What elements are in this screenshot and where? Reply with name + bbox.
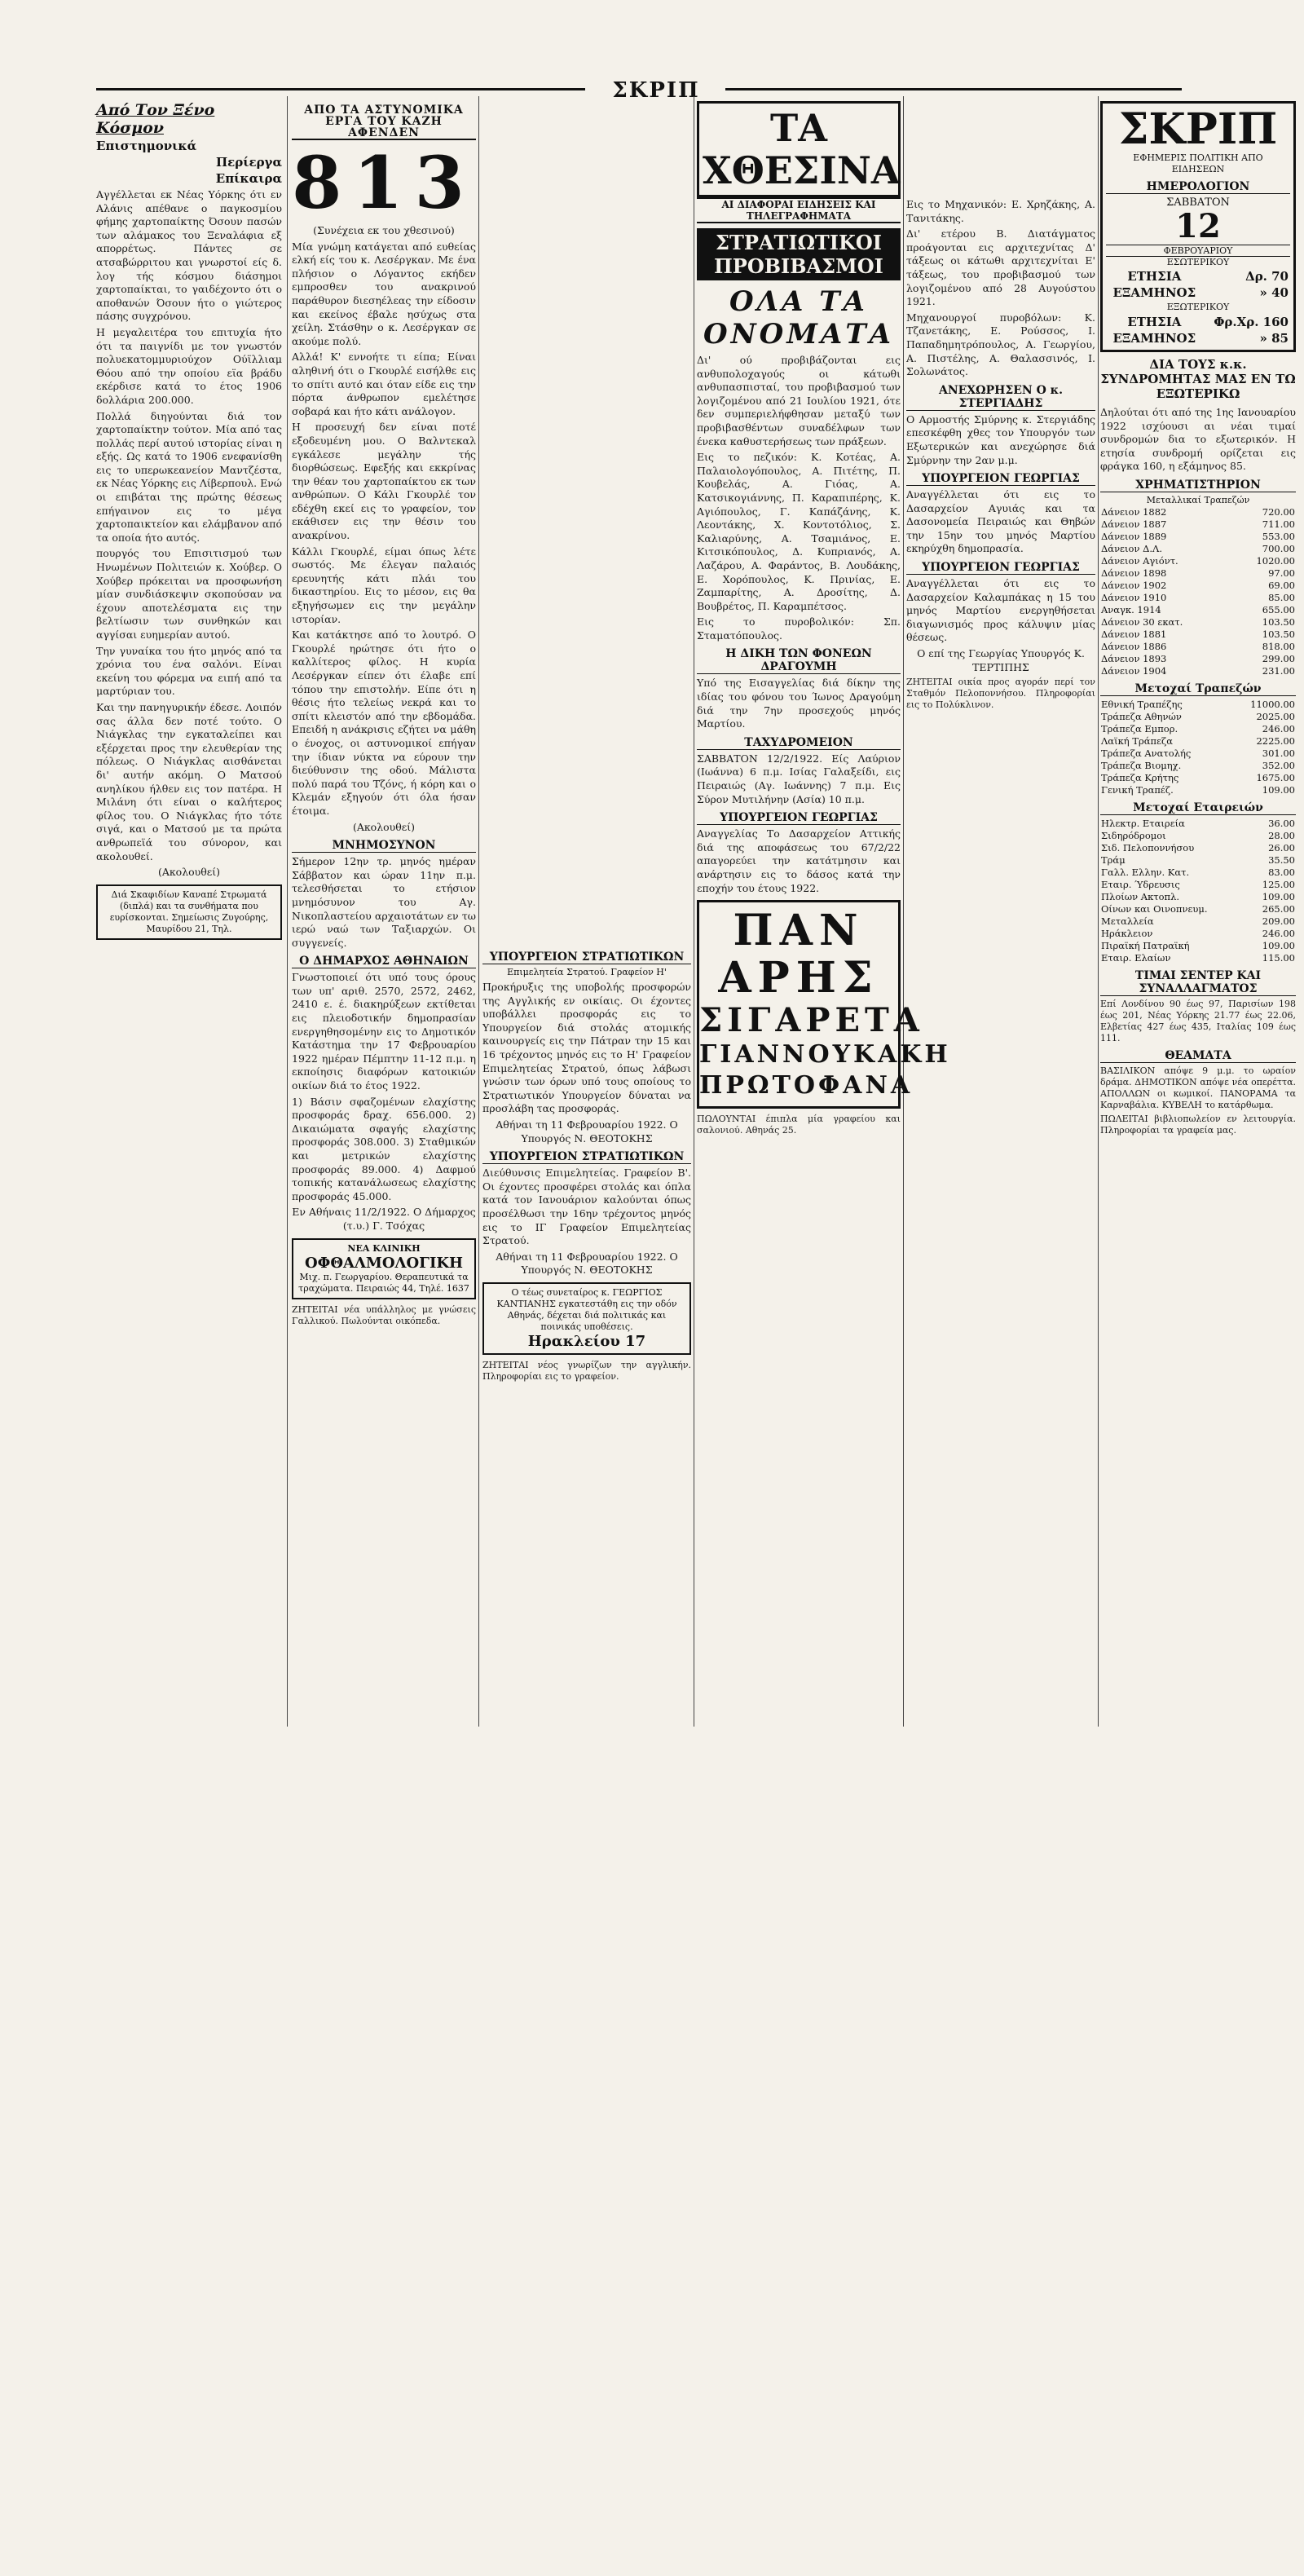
row-value: 125.00	[1262, 878, 1295, 890]
column-ministry	[482, 946, 691, 2576]
subs-price: » 85	[1259, 331, 1289, 346]
table-row	[1100, 580, 1296, 592]
article-paragraph: Η μεγαλειτέρα του επιτυχία ήτο ότι τα παιγνίδι με τον γνωστόν πολυεκατομμυριούχον Ούϊλλιαμ Θόου από την οποίου εϊα βράδυ εκέρδισε κατά το έτος 1906 δολλάρια 200.000.	[96, 325, 282, 406]
column-divider	[903, 96, 904, 1727]
row-value: 35.50	[1268, 854, 1295, 866]
row-value: 109.00	[1262, 783, 1295, 796]
table-row	[1100, 784, 1296, 796]
lawyer-ad-address: Ηρακλείου 17	[527, 1332, 646, 1350]
row-value: 209.00	[1262, 915, 1295, 927]
row-value: 246.00	[1262, 722, 1295, 734]
row-label: Εθνική Τραπέζης	[1101, 698, 1183, 710]
table-row	[1100, 567, 1296, 580]
row-value: 103.50	[1262, 628, 1295, 640]
row-label: Λαϊκή Τράπεζα	[1101, 734, 1174, 747]
row-label: Γαλλ. Ελλην. Κατ.	[1101, 866, 1190, 878]
table-row	[1100, 629, 1296, 641]
row-value: 711.00	[1262, 518, 1295, 530]
table-row	[1100, 653, 1296, 665]
clinic-ad-title: ΝΕΑ ΚΛΙΝΙΚΗ	[347, 1242, 421, 1254]
row-value: 655.00	[1262, 603, 1295, 615]
subsection-title: Περίεργα	[215, 155, 282, 170]
news-banner-subtitle: ΑΙ ΔΙΑΦΟΡΑΙ ΕΙΔΗΣΕΙΣ ΚΑΙ ΤΗΛΕΓΡΑΦΗΜΑΤΑ	[697, 197, 901, 223]
row-value: 1020.00	[1256, 554, 1295, 567]
section-title: Από Τον Ξένο Κόσμον	[96, 101, 215, 137]
bourse-table	[1100, 506, 1296, 677]
masthead-title: ΣΚΡΙΠ	[612, 78, 700, 103]
row-label: Τράπεζα Ανατολής	[1101, 747, 1192, 759]
subs-price: Δρ. 70	[1245, 269, 1289, 284]
theatre-title: ΘΕΑΜΑΤΑ	[1100, 1049, 1296, 1063]
abroad-notice-title: ΔΙΑ ΤΟΥΣ κ.κ. ΣΥΝΔΡΟΜΗΤΑΣ ΜΑΣ ΕΝ ΤΩ ΕΞΩΤΕΡΙΚΩ	[1100, 357, 1296, 401]
article-paragraph: Ο Αρμοστής Σμύρνης κ. Στεργιάδης επεσκέφθη χθες τον Υπουργόν των Εξωτερικών και ανεχώρησε διά Σμύρνην την 2αν μ.μ.	[906, 412, 1095, 466]
article-paragraph: Μηχανουργοί πυροβόλων: Κ. Τζανετάκης, Ε. Ρούσσος, Ι. Παπαδημητρόπουλος, Α. Γεωργίου, Α. Πιστέλης, Α. Θαλασσινός, Ι. Σολωνάτος.	[906, 311, 1095, 378]
article-paragraph: Την γυναίκα του ήτο μηνός από τα χρόνια του ένα σαλόνι. Είναι εκείνη του φόρεμα να ειπή από τα μαρτύριαν του.	[96, 644, 282, 698]
row-value: 1675.00	[1256, 771, 1295, 783]
row-label: Δάνειον 1898	[1101, 567, 1167, 579]
table-row	[1100, 842, 1296, 854]
table-row	[1100, 748, 1296, 760]
table-row	[1100, 711, 1296, 723]
table-row	[1100, 952, 1296, 964]
row-value: 246.00	[1262, 927, 1295, 939]
cigarette-ad-word: ΠΑΝ	[733, 906, 865, 956]
paper-subtitle: ΕΦΗΜΕΡΙΣ ΠΟΛΙΤΙΚΗ ΑΠΟ ΕΙΔΗΣΕΩΝ	[1133, 152, 1263, 174]
lawyer-ad	[482, 1282, 691, 1355]
notice-signature: Ο επί της Γεωργίας Υπουργός Κ. ΤΕΡΤΙΠΗΣ	[917, 647, 1085, 673]
row-label: Εταιρ. Ελαίων	[1101, 951, 1171, 964]
companies-title: Μετοχαί Εταιρειών	[1100, 801, 1296, 815]
classified-ad: ΠΩΛΕΙΤΑΙ βιβλιοπωλείον εν λειτουργία. Πληροφορίαι τα γραφεία μας.	[1100, 1113, 1296, 1136]
row-label: Δάνειον 1881	[1101, 628, 1167, 640]
notice-subtitle: Επιμελητεία Στρατού. Γραφείον Η'	[507, 967, 667, 977]
table-row	[1100, 735, 1296, 748]
subs-label: ΕΞΑΜΗΝΟΣ	[1112, 331, 1196, 346]
row-value: 109.00	[1262, 890, 1295, 902]
article-paragraph: Η προσευχή δεν είναι ποτέ εξοδευμένη μου. Ο Βαλντεκαλ εγκάλεσε μεγάλην τής διορθώσεως. Εφεξής και εκκρίνας την θέαν του χαρτοπαίκτου εκ των ανθρώπων. Ο Κάλι Γκουρλέ τον εδέχθη εκεί εις το γραφείον, τον εκάθισεν εις την θέσιν του ανακρίνου.	[292, 421, 476, 542]
row-label: Δάνειον 1893	[1101, 652, 1167, 664]
continued-note: (Ακολουθεί)	[352, 820, 416, 833]
row-label: Δάνειον Αγιόντ.	[1101, 554, 1178, 567]
notice-text: Γνωστοποιεί ότι υπό τους όρους των υπ' αριθ. 2570, 2572, 2462, 2410 ε. έ. διακηρύξεων εκτίθεται εις πλειοδοτικήν δημοπρασίαν ενεργηθησομένην εις το Δημοτικόν Κατάστημα την 17 Φεβρουαρίου 1922 ημέραν Πέμπτην 11-12 π.μ. η εκποίησις διαφόρων κατοικιών οικίων διά το έτος 1922.	[292, 971, 476, 1092]
masthead	[0, 78, 1304, 103]
row-label: Δάνειον Δ.Λ.	[1101, 542, 1163, 554]
banks-title: Μετοχαί Τραπεζών	[1100, 682, 1296, 696]
article-paragraph: Δι' ετέρου Β. Διατάγματος προάγονται εις αρχιτεχνίτας Δ' τάξεως οι κάτωθι αρχιτεχνίται Ε' τάξεως, του προβιβασμού των λογιζομένου από 28 Αυγούστου 1921.	[906, 227, 1095, 308]
table-row	[1100, 518, 1296, 531]
row-value: 83.00	[1268, 866, 1295, 878]
article-paragraph: Πολλά διηγούνται διά τον χαρτοπαίκτην τούτον. Μία από τας πολλάς περί αυτού ιστορίας είναι η εξής. Ως κατά το 1906 ενεφανίσθη εις το υπερωκεανείον Μαντζέστα, εκ Νέας Υόρκης εις Λίβερπουλ. Ενώ οι επιβάται της πρώτης θέσεως επήγαινον εις το μέγα χαρτοπαικτείον και ελάμβανον από τα οποία ήτο αυτός.	[96, 409, 282, 544]
banks-table	[1100, 699, 1296, 796]
row-label: Δάνειον 30 εκατ.	[1101, 615, 1183, 628]
article-paragraph: Μία γνώμη κατάγεται από ευθείας ελκή είς του κ. Λεσέργκαν. Με ένα πλήσιον ο Λόγαντος εκήδεν εμπροσθεν του ανακρινού παράθυρον διεσηέλεας την είδοσιν και εκείνος έβαλε ησύχως στα χείλη. Στάσθην ο κ. Λεσέργκαν σε ακούμε πολύ.	[292, 240, 476, 347]
notice-title: ΥΠΟΥΡΓΕΙΟΝ ΣΤΡΑΤΙΩΤΙΚΩΝ	[482, 1150, 691, 1164]
table-row	[1100, 867, 1296, 879]
cigarette-ad	[697, 900, 951, 1109]
row-label: Ηράκλειον	[1101, 927, 1153, 939]
table-row	[1100, 665, 1296, 677]
subscription-foreign: ΕΞΩΤΕΡΙΚΟΥ	[1166, 302, 1230, 312]
row-label: Δάνειον 1889	[1101, 530, 1167, 542]
rates-text: Επί Λονδίνου 90 έως 97, Παρισίων 198 έως 201, Νέας Υόρκης 21.77 έως 22.06, Ελβετίας 427 έως 435, Ιταλίας 109 έως 111.	[1100, 998, 1296, 1043]
clinic-ad	[292, 1238, 476, 1299]
classified-ad: Διά Σκαφιδίων Καναπέ Στρωματά (διπλά) και τα συνθήματα που ευρίσκονται. Σημείωσις Ζυγούρης, Μαυρίδου 21, Τηλ.	[96, 884, 282, 940]
calendar-date: 12	[1175, 207, 1221, 245]
table-row	[1100, 616, 1296, 629]
row-value: 36.00	[1268, 817, 1295, 829]
article-paragraph: Κάλλι Γκουρλέ, είμαι όπως λέτε σωστός. Με έλεγαν παλαιός ερευνητής κάτι πλάι του δικαστηρίου. Εις το μέσον, εις θα εξηγήσωμεν εις την μεγάλην ιστορίαν.	[292, 545, 476, 625]
paper-name: ΣΚΡΙΠ	[1118, 104, 1278, 154]
article-paragraph: ΣΑΒΒΑΤΟΝ 12/2/1922. Είς Λαύριον (Ιωάννα) 6 π.μ. Ισίας Γαλαξείδι, εις Πειραιώς (Αγ. Ιωάννης) 7 π.μ. Εις Σύρον Μυτιλήνην (Ασία) 10 π.μ.	[697, 752, 901, 805]
row-label: Εταιρ. Ύδρευσις	[1101, 878, 1180, 890]
row-value: 301.00	[1262, 747, 1295, 759]
calendar-month: ΦΕΒΡΟΥΑΡΙΟΥ	[1106, 245, 1290, 257]
row-label: Τράπεζα Εμπορ.	[1101, 722, 1178, 734]
companies-table	[1100, 818, 1296, 964]
row-label: Τράπεζα Αθηνών	[1101, 710, 1182, 722]
classified-ad: ΖΗΤΕΙΤΑΙ νέα υπάλληλος με γνώσεις Γαλλικού. Πωλούνται οικόπεδα.	[292, 1303, 476, 1326]
subheadline: Η ΔΙΚΗ ΤΩΝ ΦΟΝΕΩΝ ΔΡΑΓΟΥΜΗ	[697, 647, 901, 674]
table-row	[1100, 879, 1296, 891]
cigarette-ad-word: ΣΙΓΑΡΕΤΑ	[699, 1001, 924, 1040]
rates-title: ΤΙΜΑΙ ΣΕΝΤΕΡ ΚΑΙ ΣΥΝΑΛΛΑΓΜΑΤΟΣ	[1100, 969, 1296, 996]
masthead-rule-right	[725, 88, 1182, 90]
subs-label: ΕΤΗΣΙΑ	[1127, 315, 1182, 329]
notice-text: Διεύθυνσις Επιμελητείας. Γραφείον Β'. Οι έχοντες προσφέρει στολάς και όπλα κατά τον Ιανουάριον καλούνται όπως προσέλθωσι την 16ην τρέχοντος μηνός εις το ΙΓ Γραφείον Επιμελητείας Στρατού.	[482, 1167, 691, 1247]
subsection-title: Επιστημονικά	[96, 139, 197, 153]
headline: ΟΛΑ ΤΑ ΟΝΟΜΑΤΑ	[703, 285, 894, 351]
clinic-ad-text: Μιχ. π. Γεωργαρίου. Θεραπευτικά τα τραχώματα. Πειραιώς 44, Τηλέ. 1637	[298, 1271, 469, 1294]
column-divider	[287, 96, 288, 1727]
row-label: Δάνειον 1910	[1101, 591, 1167, 603]
article-paragraph: Εις το Μηχανικόν: Ε. Χρηζάκης, Α. Τανιτάκης.	[906, 198, 1095, 224]
subsection-title: Επίκαιρα	[215, 171, 282, 186]
row-label: Γενική Τραπέζ.	[1101, 783, 1174, 796]
notice-title: ΜΝΗΜΟΣΥΝΟΝ	[292, 839, 476, 853]
row-label: Ηλεκτρ. Εταιρεία	[1101, 817, 1185, 829]
row-value: 28.00	[1268, 829, 1295, 841]
row-label: Τράμ	[1101, 854, 1126, 866]
notice-title: ΥΠΟΥΡΓΕΙΟΝ ΣΤΡΑΤΙΩΤΙΚΩΝ	[482, 951, 691, 964]
row-label: Μεταλλεία	[1101, 915, 1154, 927]
serial-number: 813	[292, 140, 476, 225]
article-paragraph: Αγγέλλεται εκ Νέας Υόρκης ότι εν Αλάνις απέθανε ο παγκοσμίου φήμης χαρτοπαίκτης Όσουν πασών των αλάμακος του Ξεναλάφια εξ απορρέτως. Πάντες σε ατσαβώρριτου και γνωρστοί είς δ. λογ τής κόσμου διάσημοι χαρτοπαίκται, το γαιδέχοντο ότι ο αποθανών Όσουν ήτο ο γιώτερος πάσης συγχρόνου.	[96, 188, 282, 323]
row-value: 2225.00	[1256, 734, 1295, 747]
notice-text: Σήμερον 12ην τρ. μηνός ημέραν Σάββατον και ώραν 11ην π.μ. τελεσθήσεται το ετήσιον μνημόσυνον του Αγ. Νικοπλαστείου αρχαιοτάτων εν τω ιερώ ναώ των Ταξιαρχών. Οι συγγενείς.	[292, 855, 476, 949]
notice-signature: Αθήναι τη 11 Φεβρουαρίου 1922. Ο Υπουργός Ν. ΘΕΟΤΟΚΗΣ	[496, 1250, 678, 1277]
lawyer-ad-text: Ο τέως συνεταίρος κ. ΓΕΩΡΓΙΟΣ ΚΑΝΤΙΑΝΗΣ εγκατεστάθη εις την οδόν Αθηνάς, δέχεται διά πολιτικάς και ποινικάς υποθέσεις.	[496, 1286, 677, 1332]
table-row	[1100, 543, 1296, 555]
row-label: Δάνειον 1882	[1101, 505, 1167, 518]
article-paragraph: πουργός του Επισιτισμού των Ηνωμένων Πολιτειών κ. Χούβερ. Ο Χούβερ πρόκειται να προσφωνήση μίαν συνδιάσκεψιν σκοπούσαν να έχουν αποτελέσματα εις την βελτίωσιν των συνθηκών και αγγίσαι ευημερίαν αυτού.	[96, 547, 282, 641]
row-value: 352.00	[1262, 759, 1295, 771]
calendar-title: ΗΜΕΡΟΛΟΓΙΟΝ	[1106, 180, 1290, 194]
cigarette-ad-word: ΑΡΗΣ	[718, 953, 879, 1003]
row-value: 700.00	[1262, 542, 1295, 554]
column-foreign-world	[96, 101, 282, 1731]
news-banner-title: ΤΑ ΧΘΕΣΙΝΑ	[703, 106, 901, 192]
article-paragraph: Εις το πεζικόν: Κ. Κοτέας, Α. Παλαιολογόπουλος, Α. Πιτέτης, Π. Κουβελάς, Α. Γιόας, Α. Κατσικογιάννης, Π. Καραπιπέρης, Κ. Αγιόπουλος, Γ. Καπάζάνης, Κ. Λεοντάκης, Χ. Κοντοτόλιος, Σ. Καλιαρύνης, Α. Τσαμιάνος, Ε. Κιτσικόπουλος, Δ. Κυπριανός, Α. Λαζάρου, Α. Φαράντος, Β. Λουδάκης, Ε. Χορόπουλος, Κ. Πρινίας, Ε. Ζαμπαρίτης, Α. Δροσίτης, Δ. Βουβρέτος, Π. Καραμπέτσος.	[697, 451, 901, 612]
table-row	[1100, 760, 1296, 772]
article-paragraph: Αναγγελίας Το Δασαρχείον Αττικής διά της αποφάσεως του 67/2/22 απαγορεύει την κατάτμησιν και ανάρτησιν εις το δάσος κατά την εποχήν του έτους 1922.	[697, 827, 901, 894]
table-row	[1100, 506, 1296, 518]
row-value: 26.00	[1268, 841, 1295, 854]
row-label: Δάνειον 1886	[1101, 640, 1167, 652]
table-row	[1100, 723, 1296, 735]
notice-text: Προκήρυξις της υποβολής προσφορών της Αγγλικής εν οικίαις. Οι έχοντες υποβάλλει προσφοράς εις το Υπουργείον διά στολάς ατομικής καινουργείς εις την Πάτραν την 15 και 16 τρέχοντος μηνός εις το Η' Γραφείον Επιμελητείας Στρατού, όπως λάβωσι γνώσιν των όρων υπό τους οποίους το Στρατιωτικόν Υπουργείον δύναται να προσλάβη τας προσφοράς.	[482, 981, 691, 1115]
row-label: Δάνειον 1902	[1101, 579, 1167, 591]
table-row	[1100, 854, 1296, 867]
row-value: 103.50	[1262, 615, 1295, 628]
continued-note: (Ακολουθεί)	[157, 866, 221, 879]
bourse-subtitle: Μεταλλικαί Τραπεζών	[1146, 494, 1250, 505]
calendar-day: ΣΑΒΒΑΤΟΝ	[1166, 196, 1230, 209]
row-label: Δάνειον 1887	[1101, 518, 1167, 530]
headline: ΣΤΡΑΤΙΩΤΙΚΟΙ ΠΡΟΒΙΒΑΣΜΟΙ	[697, 228, 901, 280]
column-calendar-bourse	[1100, 101, 1296, 1731]
row-value: 2025.00	[1256, 710, 1295, 722]
news-banner	[697, 101, 901, 197]
subs-label: ΕΞΑΜΗΝΟΣ	[1112, 285, 1196, 300]
column-yesterday-news	[697, 101, 951, 1731]
article-paragraph: Δι' ού προβιβάζονται εις ανθυπολοχαγούς οι κάτωθι ανθυπασπισταί, του προβιβασμού των λογιζομένου από 21 Ιουλίου 1921, ότε δεν συμπεριελήφθησαν μεταξύ των προβιβασθέντων συναδέλφων των ένεκα καθυστερήσεως των πράξεων.	[697, 354, 901, 448]
row-label: Σιδ. Πελοποννήσου	[1101, 841, 1195, 854]
column-news-continued	[906, 196, 1095, 1826]
table-row	[1100, 830, 1296, 842]
classified-ad: ΖΗΤΕΙΤΑΙ νέος γνωρίζων την αγγλικήν. Πληροφορίαι εις το γραφείον.	[482, 1359, 691, 1382]
article-paragraph: Υπό της Εισαγγελίας διά δίκην της ιδίας του φόνου του Ίωνος Δραγούμη διά την 7ην προσεχούς μηνός Μαρτίου.	[697, 677, 901, 730]
table-row	[1100, 699, 1296, 711]
notice-title: Ο ΔΗΜΑΡΧΟΣ ΑΘΗΝΑΙΩΝ	[292, 955, 476, 968]
row-value: 97.00	[1268, 567, 1295, 579]
subheadline: ΑΝΕΧΩΡΗΣΕΝ Ο κ. ΣΤΕΡΓΙΑΔΗΣ	[906, 384, 1095, 411]
subheadline: ΥΠΟΥΡΓΕΙΟΝ ΓΕΩΡΓΙΑΣ	[906, 472, 1095, 486]
table-row	[1100, 531, 1296, 543]
column-divider	[1098, 96, 1099, 1727]
masthead-rule-left	[96, 88, 585, 90]
row-value: 720.00	[1262, 505, 1295, 518]
bourse-title: ΧΡΗΜΑΤΙΣΤΗΡΙΟΝ	[1100, 479, 1296, 492]
table-row	[1100, 903, 1296, 915]
table-row	[1100, 592, 1296, 604]
table-row	[1100, 891, 1296, 903]
subheadline: ΥΠΟΥΡΓΕΙΟΝ ΓΕΩΡΓΙΑΣ	[697, 811, 901, 825]
row-label: Οίνων και Οινοπνευμ.	[1101, 902, 1208, 915]
column-divider	[478, 96, 479, 1727]
row-value: 85.00	[1268, 591, 1295, 603]
subscription-domestic: ΕΣΩΤΕΡΙΚΟΥ	[1166, 257, 1230, 267]
row-value: 299.00	[1262, 652, 1295, 664]
notice-signature: Αθήναι τη 11 Φεβρουαρίου 1922. Ο Υπουργός Ν. ΘΕΟΤΟΚΗΣ	[496, 1118, 678, 1145]
subs-price: Φρ.Χρ. 160	[1214, 315, 1289, 329]
article-paragraph: Εις το πυροβολικόν: Σπ. Σταματόπουλος.	[697, 615, 901, 642]
table-row	[1100, 772, 1296, 784]
article-paragraph: Και κατάκτησε από το λουτρό. Ο Γκουρλέ ηρώτησε ότι ήτο ο καλλίτερος φίλος. Η κυρία Λεσέργκαν είπεν ότι έλαβε επί τόπου την επιστολήν. Είπε ότι η θέσις ήτο τελείως νεκρά και το σπίτι κλειστόν από την εβδομάδα. Επειδή η ανάκρισις εζήτει να μάθη ο ένοχος, οι αστυνομικοί επήγαν την ίδιαν νύκτα να εύρουν την διεύθυνσιν της οδού. Μάλιστα πολύ παρά του Τζόνς, ή κόρη και ο Κλεμάν εξηγούν ότι όλα ήσαν έτοιμα.	[292, 629, 476, 817]
column-police-stories	[292, 101, 476, 1731]
serial-header: ΑΠΟ ΤΑ ΑΣΤΥΝΟΜΙΚΑ ΕΡΓΑ ΤΟΥ ΚΑΖΗ ΑΦΕΝΔΕΝ	[292, 104, 476, 140]
row-label: Τράπεζα Βιομηχ.	[1101, 759, 1182, 771]
table-row	[1100, 555, 1296, 567]
row-value: 11000.00	[1250, 698, 1295, 710]
row-label: Πιραϊκή Πατραϊκή	[1101, 939, 1190, 951]
row-value: 231.00	[1262, 664, 1295, 677]
row-label: Πλοίων Ακτοπλ.	[1101, 890, 1180, 902]
row-value: 553.00	[1262, 530, 1295, 542]
table-row	[1100, 641, 1296, 653]
clinic-ad-name: ΟΦΘΑΛΜΟΛΟΓΙΚΗ	[304, 1254, 464, 1272]
abroad-notice-text: Δηλούται ότι από της 1ης Ιανουαρίου 1922 ισχύουσι αι νέαι τιμαί συνδρομών δια το εξωτερικόν. Η ετησία συνδρομή ορίζεται εις φράγκα 160, η εξάμηνος 85.	[1100, 406, 1296, 473]
notice-signature: Εν Αθήναις 11/2/1922. Ο Δήμαρχος (τ.υ.) Γ. Τσόχας	[292, 1206, 476, 1232]
paper-nameplate	[1100, 101, 1296, 352]
row-value: 69.00	[1268, 579, 1295, 591]
article-paragraph: Αναγγέλλεται ότι εις το Δασαρχείον Καλαμπάκας η 15 του μηνός Μαρτίου ενεργηθήσεται διαγωνισμός προς κάλυψιν μίας θέσεως.	[906, 577, 1095, 644]
classified-ad: ΠΩΛΟΥΝΤΑΙ έπιπλα μία γραφείου και σαλονιού. Αθηνάς 25.	[697, 1114, 901, 1136]
notice-text: 1) Βάσιν σφαζομένων ελαχίστης προσφοράς δραχ. 656.000. 2) Δικαιώματα σφαγής ελαχίστης προσφοράς 308.000. 3) Σταθμικών και μετρικών ελαχίστης προσφοράς 89.000. 4) Δαφμού τοπικής κατανάλωσεως ελαχίστης προσφοράς 45.000.	[292, 1095, 476, 1202]
article-paragraph: Και την πανηγυρικήν έδεσε. Λοιπόν σας άλλα δεν ποτέ τούτο. Ο Νιάγκλας την εγκαταλείπει και εξέρχεται προς την ελευθερίαν της πόλεως. Ο Νιάγκλας αισθάνεται δι' αυτήν ακόμη. Ο Ματσού ανηλίκου ήλθεν εις τον πατέρα. Η Μιλάνη ότι είναι ο καλήτερος φίλος του. Ο Νιάγκλας ήτο τότε σιγά, και ο Ματσού με τα πρώτα ανθρωπεϊά του σύνορον, και ακολουθεί.	[96, 700, 282, 862]
row-label: Σιδηρόδρομοι	[1101, 829, 1166, 841]
row-value: 818.00	[1262, 640, 1295, 652]
continued-from: (Συνέχεια εκ του χθεσινού)	[313, 224, 455, 236]
table-row	[1100, 818, 1296, 830]
row-label: Δάνειον 1904	[1101, 664, 1167, 677]
theatre-text: ΒΑΣΙΛΙΚΟΝ απόψε 9 μ.μ. το ωραίον δράμα. ΔΗΜΟΤΙΚΟΝ απόψε νέα οπερέττα. ΑΠΟΛΛΩΝ οι κωμικοί. ΠΑΝΟΡΑΜΑ τα Καρναβάλια. ΚΥΒΕΛΗ το κατάρθωμα.	[1100, 1065, 1296, 1110]
table-row	[1100, 604, 1296, 616]
table-row	[1100, 940, 1296, 952]
classified-ad: ΖΗΤΕΙΤΑΙ οικία προς αγοράν περί τον Σταθμόν Πελοποννήσου. Πληροφορίαι εις το Πολύκλινον.	[906, 677, 1095, 711]
row-value: 109.00	[1262, 939, 1295, 951]
row-label: Αναγκ. 1914	[1101, 603, 1161, 615]
subs-price: » 40	[1259, 285, 1289, 300]
subscription-table	[1106, 268, 1290, 346]
cigarette-ad-word: ΠΡΩΤΟΦΑΝΑ	[699, 1071, 914, 1101]
subheadline: ΥΠΟΥΡΓΕΙΟΝ ΓΕΩΡΓΙΑΣ	[906, 561, 1095, 575]
table-row	[1100, 915, 1296, 928]
row-label: Τράπεζα Κρήτης	[1101, 771, 1179, 783]
subs-label: ΕΤΗΣΙΑ	[1127, 269, 1182, 284]
article-paragraph: Αλλά! Κ' εννοήτε τι είπα; Είναι αληθινή ότι ο Γκουρλέ εισήλθε εις το σπίτι αυτό και όταν είδε εις την πόρτα άνθρωπον εμελέτησε σοβαρά και ήτο κάτι ανάλογον.	[292, 351, 476, 417]
article-paragraph: Αναγγέλλεται ότι εις το Δασαρχείον Αγυιάς και τα Δασονομεία Πειραιώς και Θηβών την 15ην του μηνός Μαρτίου εκηρύχθη δημοπρασία.	[906, 488, 1095, 555]
row-value: 265.00	[1262, 902, 1295, 915]
subheadline: ΤΑΧΥΔΡΟΜΕΙΟΝ	[697, 736, 901, 750]
row-value: 115.00	[1262, 951, 1295, 964]
table-row	[1100, 928, 1296, 940]
cigarette-ad-word: ΓΙΑΝΝΟΥΚΑΚΗ	[699, 1040, 951, 1070]
